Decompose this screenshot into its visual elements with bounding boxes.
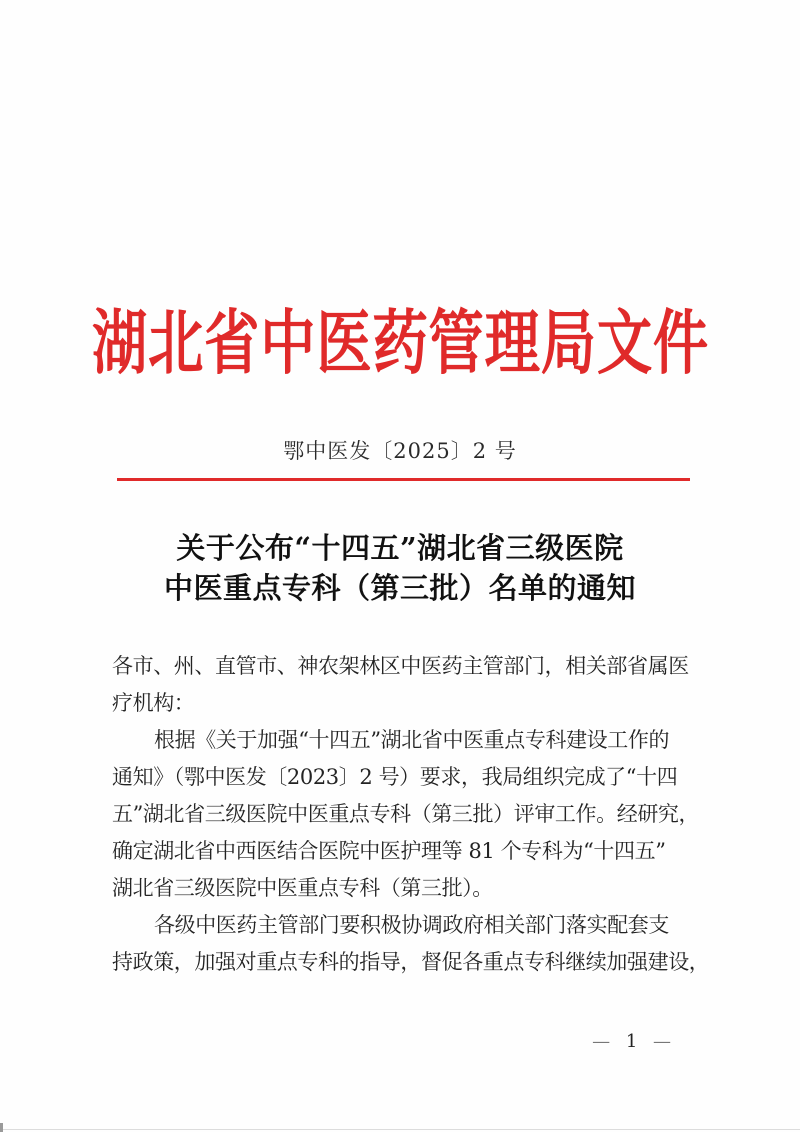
page-number-value: 1 (625, 1031, 640, 1052)
letterhead-divider-rule (117, 478, 690, 481)
scan-edge-artifact (0, 1129, 800, 1130)
scan-speck-artifact (0, 1123, 3, 1132)
document-title-line1: 关于公布“十四五”湖北省三级医院 (176, 531, 624, 565)
body-line: 确定湖北省中西医结合医院中医护理等 81 个专科为“十四五” (112, 839, 666, 863)
page-number-dash-left: — (592, 1031, 613, 1052)
document-body (112, 648, 710, 981)
agency-letterhead-text: 湖北省中医药管理局文件 (91, 301, 709, 384)
body-line: 各级中医药主管部门要积极协调政府相关部门落实配套支 (154, 913, 669, 937)
document-number: 鄂中医发〔2025〕2 号 (283, 439, 517, 463)
body-line: 湖北省三级医院中医重点专科（第三批）。 (112, 876, 493, 900)
page-number (592, 1031, 673, 1053)
page-number-dash-right: — (653, 1031, 673, 1052)
agency-letterhead (0, 295, 800, 390)
body-line: 持政策，加强对重点专科的指导，督促各重点专科继续加强建设， (112, 950, 710, 974)
document-title (0, 528, 800, 608)
body-line: 五”湖北省三级医院中医重点专科（第三批）评审工作。经研究， (112, 802, 700, 826)
body-line: 各市、州、直管市、神农架林区中医药主管部门，相关部省属医 (112, 654, 689, 678)
body-line: 通知》（鄂中医发〔2023〕2 号）要求，我局组织完成了“十四 (112, 765, 678, 789)
document-title-line2: 中医重点专科（第三批）名单的通知 (163, 571, 636, 605)
body-line: 根据《关于加强“十四五”湖北省中医重点专科建设工作的 (154, 728, 670, 752)
body-line: 疗机构： (112, 691, 195, 715)
